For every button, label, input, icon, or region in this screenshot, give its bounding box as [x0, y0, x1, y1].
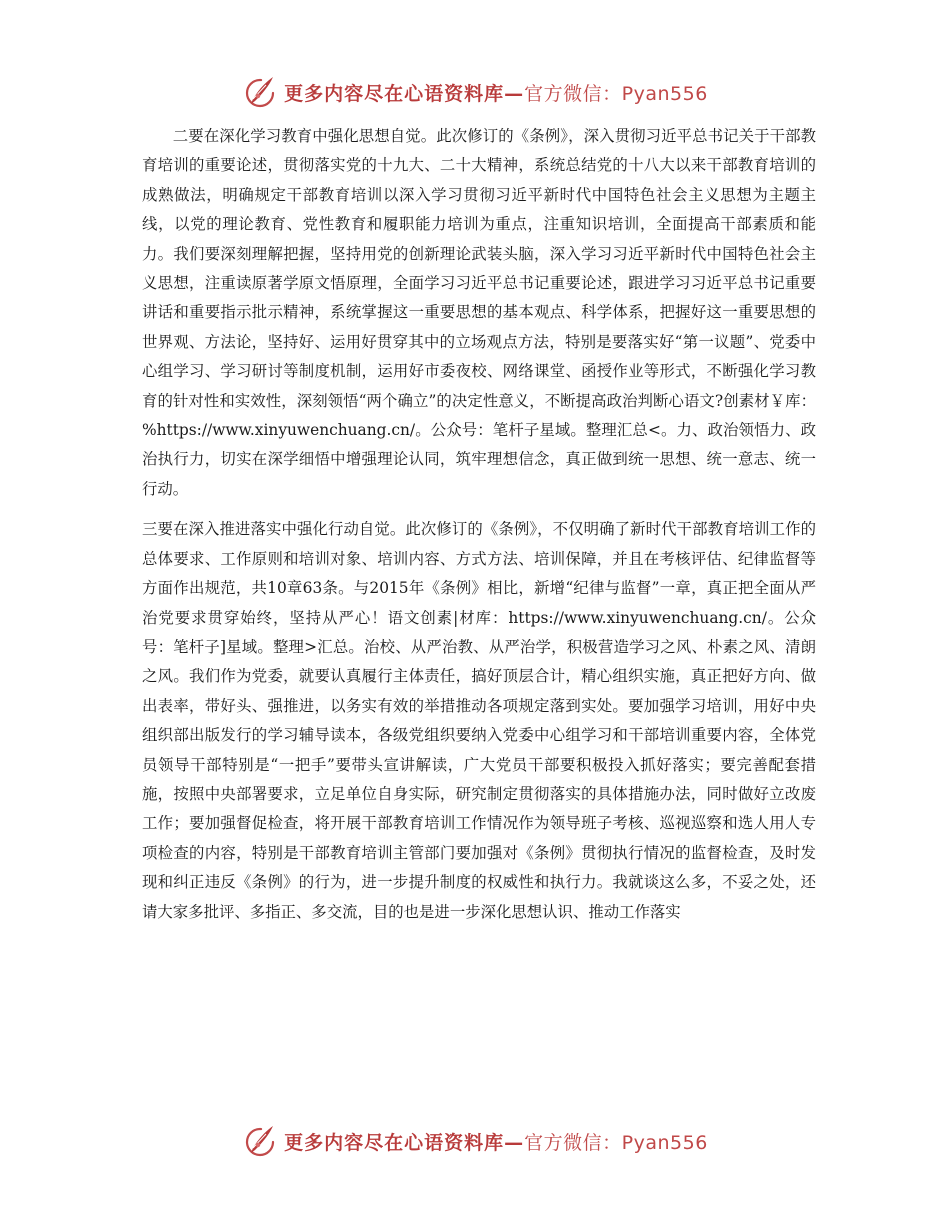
watermark-text	[284, 1128, 708, 1155]
watermark-text	[284, 79, 708, 106]
watermark-separator: —	[504, 82, 525, 105]
quill-pen-logo-icon	[242, 74, 278, 110]
watermark-brand: 更多内容尽在心语资料库	[284, 1131, 505, 1154]
quill-pen-logo-icon	[242, 1123, 278, 1159]
watermark-banner-top	[0, 74, 950, 110]
document-body	[142, 122, 816, 927]
watermark-banner-bottom	[0, 1123, 950, 1159]
watermark-brand: 更多内容尽在心语资料库	[284, 82, 505, 105]
paragraph-second-requirement: 二要在深化学习教育中强化思想自觉。此次修订的《条例》，深入贯彻习近平总书记关于干部教育培训的重要论述，贯彻落实党的十九大、二十大精神，系统总结党的十八大以来干部教育培训的成熟做法，明确规定干部教育培训以深入学习贯彻习近平新时代中国特色社会主义思想为主题主线，以党的理论教育、党性教育和履职能力培训为重点，注重知识培训，全面提高干部素质和能力。我们要深刻理解把握，坚持用党的创新理论武装头脑，深入学习习近平新时代中国特色社会主义思想，注重读原著学原文悟原理，全面学习习近平总书记重要论述，跟进学习习近平总书记重要讲话和重要指示批示精神，系统掌握这一重要思想的基本观点、科学体系，把握好这一重要思想的世界观、方法论，坚持好、运用好贯穿其中的立场观点方法，特别是要落实好“第一议题”、党委中心组学习、学习研讨等制度机制，运用好市委夜校、网络课堂、函授作业等形式，不断强化学习教育的针对性和实效性，深刻领悟“两个确立”的决定性意义，不断提高政治判断心语文?创素材￥库：%https://www.xinyuwenchuang.cn/。公众号：笔杆子星域。整理汇总<。力、政治领悟力、政治执行力，切实在深学细悟中增强理论认同，筑牢理想信念，真正做到统一思想、统一意志、统一行动。	[142, 127, 816, 498]
watermark-contact: 官方微信：Pyan556	[524, 82, 708, 105]
watermark-separator: —	[504, 1131, 525, 1154]
watermark-contact: 官方微信：Pyan556	[524, 1131, 708, 1154]
paragraph-third-requirement: 三要在深入推进落实中强化行动自觉。此次修订的《条例》，不仅明确了新时代干部教育培训工作的总体要求、工作原则和培训对象、培训内容、方式方法、培训保障，并且在考核评估、纪律监督等方面作出规范，共10章63条。与2015年《条例》相比，新增“纪律与监督”一章，真正把全面从严治党要求贯穿始终，坚持从严心！语文创素|材库：https://www.xinyuwenchuang.cn/。公众号：笔杆子]星域。整理>汇总。治校、从严治教、从严治学，积极营造学习之风、朴素之风、清朗之风。我们作为党委，就要认真履行主体责任，搞好顶层合计，精心组织实施，真正把好方向、做出表率，带好头、强推进，以务实有效的举措推动各项规定落到实处。要加强学习培训，用好中央组织部出版发行的学习辅导读本，各级党组织要纳入党委中心组学习和干部培训重要内容，全体党员领导干部特别是“一把手”要带头宣讲解读，广大党员干部要积极投入抓好落实；要完善配套措施，按照中央部署要求，立足单位自身实际，研究制定贯彻落实的具体措施办法，同时做好立改废工作；要加强督促检查，将开展干部教育培训工作情况作为领导班子考核、巡视巡察和选人用人专项检查的内容，特别是干部教育培训主管部门要加强对《条例》贯彻执行情况的监督检查，及时发现和纠正违反《条例》的行为，进一步提升制度的权威性和执行力。我就谈这么多，不妥之处，还请大家多批评、多指正、多交流，目的也是进一步深化思想认识、推动工作落实	[142, 520, 816, 921]
